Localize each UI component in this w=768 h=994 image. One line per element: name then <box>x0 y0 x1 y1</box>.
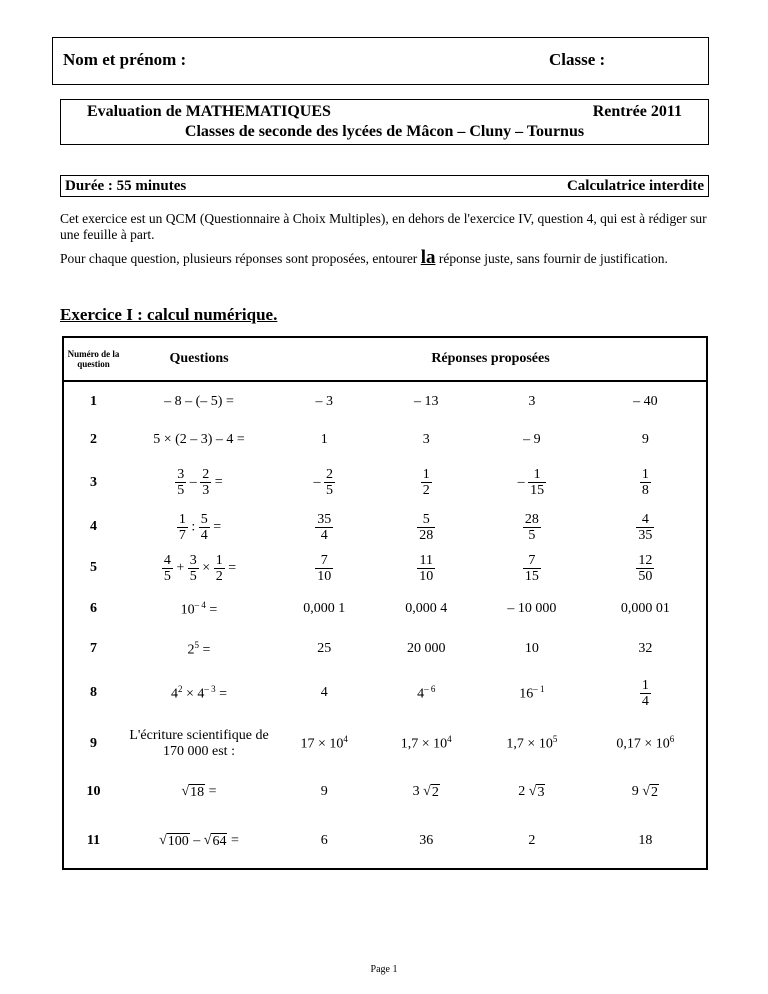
intro-emphasis: la <box>420 247 436 268</box>
answer-choice[interactable] <box>373 458 479 507</box>
question-cell: $4^2 \times 4^{- 3}$ = <box>170 683 228 702</box>
intro-paragraph-1: Cet exercice est un QCM (Questionnaire à Choix Multiples), en dehors de l'exercice IV, question 4, qui est à rédiger sur une feuille à part. <box>60 211 707 242</box>
fraction: $\frac{2}{3}$ <box>202 467 210 498</box>
answer-choice[interactable]: 0,000 4 <box>405 601 448 616</box>
question-number: 11 <box>86 833 101 848</box>
name-label: Nom et prénom : <box>63 50 187 69</box>
table-row <box>63 421 707 458</box>
answer-choice[interactable]: 9 <box>641 431 649 447</box>
evaluation-title: Evaluation de MATHEMATIQUES <box>87 103 331 120</box>
calculator-label: Calculatrice interdite <box>566 178 704 194</box>
question-number: 6 <box>90 601 97 616</box>
answer-choice[interactable]: 32 <box>638 641 653 656</box>
evaluation-header <box>60 99 709 145</box>
table-row <box>63 770 707 814</box>
table-header-row <box>63 337 707 381</box>
question-number: 3 <box>90 474 97 490</box>
col-number-header: Numéro de la question <box>63 337 123 381</box>
answer-choice[interactable]: – 40 <box>633 393 658 409</box>
table-row <box>63 547 707 589</box>
answer-choice[interactable]: 20 000 <box>406 641 446 656</box>
table-row <box>63 717 707 770</box>
fraction: $\frac{5}{28}$ <box>419 511 434 543</box>
answer-choice[interactable] <box>275 507 373 547</box>
evaluation-subtitle: Classes de seconde des lycées de Mâcon – Cluny – Tournus <box>184 123 585 140</box>
question-cell: $\frac{1}{7}$ : $\frac{5}{4}$ = <box>178 511 222 543</box>
duration-box <box>60 175 709 197</box>
answer-choice[interactable]: $1,7 \times 10^4$ <box>400 734 452 752</box>
answer-choice[interactable]: – $\frac{2}{5}$ <box>313 467 333 498</box>
exercise-title: Exercice I : calcul numérique. <box>60 305 278 324</box>
answer-choice[interactable]: – $\frac{1}{15}$ <box>517 467 545 498</box>
evaluation-year: Rentrée 2011 <box>592 103 682 120</box>
fraction: $\frac{28}{5}$ <box>524 511 539 543</box>
question-cell: 5 × (2 – 3) – 4 = <box>153 431 245 447</box>
class-label: Classe : <box>549 50 606 69</box>
answer-choice[interactable]: 18 <box>638 833 653 848</box>
question-number: 9 <box>90 735 97 751</box>
answer-choice[interactable]: 6 <box>320 833 328 848</box>
fraction: $\frac{2}{5}$ <box>325 467 333 498</box>
fraction: $\frac{7}{10}$ <box>317 552 332 584</box>
question-cell: √ 18 = <box>181 783 217 800</box>
question-number: 5 <box>90 560 97 575</box>
question-cell: $\frac{3}{5}$ – $\frac{2}{3}$ = <box>177 467 223 498</box>
answer-choice[interactable]: 36 <box>419 833 434 848</box>
table-row <box>63 669 707 717</box>
answer-choice[interactable] <box>479 507 585 547</box>
fraction: $\frac{3}{5}$ <box>177 467 185 498</box>
answer-choice[interactable]: – 13 <box>413 393 439 409</box>
question-cell: – 8 – (– 5) = <box>164 393 234 409</box>
answer-choice[interactable] <box>373 507 479 547</box>
answer-choice[interactable] <box>373 547 479 589</box>
fraction: $\frac{4}{35}$ <box>638 511 653 543</box>
fraction: $\frac{1}{4}$ <box>641 677 649 709</box>
answer-choice[interactable] <box>585 669 707 717</box>
question-number: 7 <box>90 641 97 656</box>
table-row <box>63 814 707 869</box>
fraction: $\frac{4}{5}$ <box>163 552 171 584</box>
question-number: 8 <box>90 685 97 700</box>
question-cell: $\frac{4}{5}$ + $\frac{3}{5}$ × $\frac{1}{2}$ = <box>163 552 237 584</box>
answer-choice[interactable]: 2 √ 3 <box>518 783 545 800</box>
answer-choice[interactable]: 3 <box>528 393 536 409</box>
col-answers-header: Réponses proposées <box>275 337 707 381</box>
answer-choice[interactable]: 4 <box>320 685 328 700</box>
answer-choice[interactable]: 25 <box>317 641 332 656</box>
page-footer: Page 1 <box>370 964 398 975</box>
col-questions-header: Questions <box>123 337 275 381</box>
intro-text-a: Pour chaque question, plusieurs réponses sont proposées, entourer <box>60 251 421 266</box>
question-number: 1 <box>90 393 97 409</box>
fraction: $\frac{1}{2}$ <box>422 467 430 498</box>
answer-choice[interactable]: – 9 <box>523 431 541 447</box>
question-number: 10 <box>86 784 101 799</box>
answer-choice[interactable]: $4^{- 6}$ <box>417 683 436 702</box>
answer-choice[interactable]: 0,000 01 <box>620 601 670 616</box>
fraction: $\frac{5}{4}$ <box>200 511 208 543</box>
table-row <box>63 589 707 629</box>
intro-text-b: réponse juste, sans fournir de justification. <box>435 251 668 266</box>
fraction: $\frac{12}{50}$ <box>638 552 653 584</box>
question-cell: L'écriture scientifique de 170 000 est : <box>129 727 269 759</box>
answer-choice[interactable]: 3 <box>422 431 430 447</box>
table-row <box>63 629 707 669</box>
answer-choice[interactable]: $0,17 \times 10^6$ <box>616 734 675 752</box>
question-cell: $2^5$ = <box>187 639 211 658</box>
fraction: $\frac{7}{15}$ <box>524 552 539 584</box>
question-number: 2 <box>90 431 97 447</box>
fraction: $\frac{1}{15}$ <box>530 467 545 498</box>
answer-choice[interactable]: 10 <box>524 641 539 656</box>
answer-choice[interactable]: $16^{- 1}$ <box>519 683 545 702</box>
answer-choice[interactable] <box>585 547 707 589</box>
answer-choice[interactable]: 9 √ 2 <box>631 783 658 800</box>
table-row <box>63 381 707 421</box>
answer-choice[interactable] <box>585 458 707 507</box>
answer-choice[interactable]: 1 <box>320 431 328 447</box>
fraction: $\frac{35}{4}$ <box>317 511 332 543</box>
fraction: $\frac{1}{8}$ <box>641 467 649 498</box>
fraction: $\frac{3}{5}$ <box>189 552 197 584</box>
answer-choice[interactable]: $1,7 \times 10^5$ <box>506 734 558 752</box>
table-row <box>63 458 707 507</box>
duration-label: Durée : 55 minutes <box>65 178 187 194</box>
answer-choice[interactable]: – 10 000 <box>507 601 557 616</box>
fraction: $\frac{1}{2}$ <box>215 552 223 584</box>
answer-choice[interactable] <box>275 547 373 589</box>
answer-choice[interactable]: $17 \times 10^4$ <box>300 734 348 752</box>
answer-choice[interactable]: 3 √ 2 <box>412 783 439 800</box>
fraction: $\frac{11}{10}$ <box>419 552 434 584</box>
intro-paragraph-2 <box>60 247 720 268</box>
answer-choice[interactable]: 0,000 1 <box>303 601 346 616</box>
name-class-box <box>52 37 709 85</box>
question-cell: √ 100 – √ 64 = <box>159 832 239 849</box>
question-cell: $10^{- 4}$ = <box>180 599 218 618</box>
answer-choice[interactable] <box>585 507 707 547</box>
table-row <box>63 507 707 547</box>
answer-choice[interactable] <box>479 547 585 589</box>
fraction: $\frac{1}{7}$ <box>178 511 186 543</box>
answer-choice[interactable]: 9 <box>320 784 328 799</box>
answer-choice[interactable]: – 3 <box>315 393 333 409</box>
answer-choice[interactable]: 2 <box>528 833 536 848</box>
qcm-table <box>62 336 708 870</box>
question-number: 4 <box>90 519 97 534</box>
